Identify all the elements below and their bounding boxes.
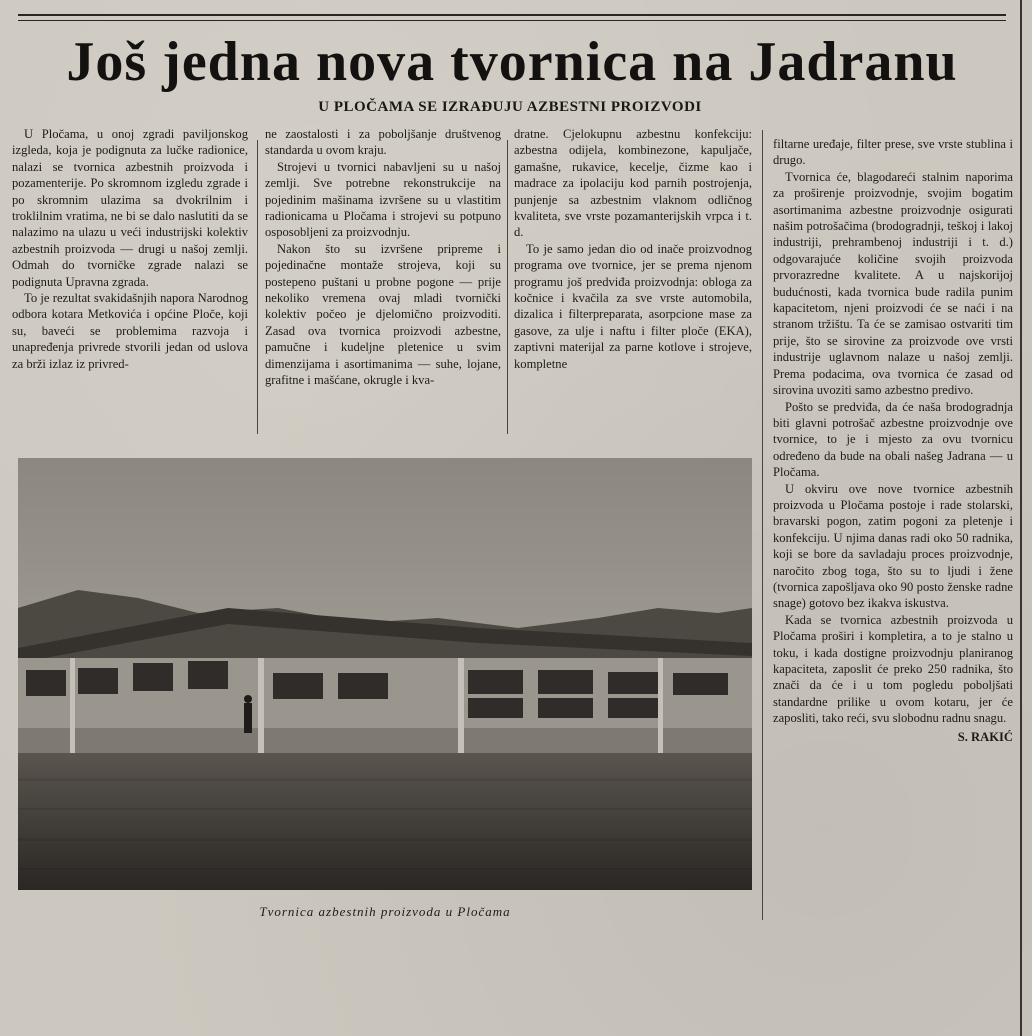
paragraph: Tvornica će, blagodareći stalnim naporima za proširenje proizvodnje, svojim bogatim asortimanima azbestne proizvodnje osigurati našim potrošačima (brodogradnji, teškoj i lakoj industriji, prehrambenoj industriji i t. d.) odgovarajuće količine svojih proizvoda prvorazredne kvalitete. A u najskorijoj budućnosti, kada tvornica bude radila punim kapacitetom, njeni proizvodi će se naći i na stranom tržištu. Ta će se zamisao ostvariti tim prije, što se sirovine za proizvode ove vrsti industrije uglavnom nalaze u našoj zemlji. Prema podacima, ova tvornica će zasad od sirovina uvoziti samo azbestno predivo.: [773, 169, 1013, 398]
paragraph: dratne. Cjelokupnu azbestnu konfekciju: azbestna odijela, kombinezone, kapuljače, gamašne, rukavice, kecelje, čizme kao i madrace za ipolaciju kod parnih postrojenja, punjenje sa azbestnim vlaknom odličnog kvaliteta, sve vrste pozamanterijskih vrpca i t. d.: [514, 127, 752, 240]
photo-caption: Tvornica azbestnih proizvoda u Pločama: [259, 904, 511, 919]
article-column-2: [265, 126, 501, 434]
byline: S. RAKIĆ: [957, 729, 1013, 744]
paragraph: filtarne uređaje, filter prese, sve vrste stublina i drugo.: [773, 137, 1013, 168]
page-edge: [1020, 0, 1022, 1036]
column-divider: [762, 130, 763, 920]
headline: Još jedna nova tvornica na Jadranu: [66, 31, 958, 93]
article-column-1: [12, 126, 248, 434]
paragraph: Nakon što su izvršene pripreme i pojedinačne montaže strojeva, koji su postepeno puštani u probne pogone — prije nekoliko vremena ovaj mladi tvornički kolektiv počeo je djelomično proizvoditi. Zasad ova tvornica proizvodi azbestne, pamučne i kudeljne pletenice u svim dimenzijama i asortimanima — suhe, lojane, grafitne i mašćane, okrugle i kva-: [265, 241, 501, 388]
subheadline: U PLOČAMA SE IZRAĐUJU AZBESTNI PROIZVODI: [318, 99, 702, 115]
paragraph: To je samo jedan dio od inače proizvodnog programa ove tvornice, jer se prema njenom programu još predviđa proizvodnja: obloga za kočnice i kvačila za sve vrste automobila, dizalica i filterpreparata, asorpcione mase za gasove, za ulje i naftu i filter ploče (EKA), zaptivni materijal za parne kotlove i strojeve, kompletne: [514, 241, 752, 371]
article-column-4: [773, 136, 1013, 926]
paragraph: Strojevi u tvornici nabavljeni su u našoj zemlji. Sve potrebne rekonstrukcije na pojedinim mašinama izvršene su u vlastitim radionicama u Pločama i strojevi su potpuno osposobljeni za proizvodnju.: [265, 159, 501, 240]
top-rule: [18, 14, 1006, 16]
article-column-3: [514, 126, 752, 434]
factory-photo: [18, 458, 752, 890]
paragraph: U Pločama, u onoj zgradi paviljonskog izgleda, koja je podignuta za lučke radionice, nalazi se tvornica azbestnih proizvoda i pozamenterije. Po skromnom izgledu zgrade i po skromnim ulazima sa dvokrilnim i troklilnim vratima, ne bi se dalo naslutiti da se nalazimo na ulazu u veći industrijski kolektiv azbestnih proizvoda — drugi u našoj zemlji. Odmah do tvorničke zgrade nalazi se podignuta Upravna zgrada.: [12, 127, 248, 289]
column-divider: [257, 140, 258, 434]
top-rule-thin: [18, 20, 1006, 21]
paragraph: Kada se tvornica azbestnih proizvoda u Pločama proširi i kompletira, a to je stalno u toku, i kada dostigne proizvodnju planiranog kapaciteta, zaposlit će preko 250 radnika, što znači da će i u tom pogledu poboljšati standardne prilike u ovom kotaru, jer će zaposliti, tako reći, svu slobodnu radnu snagu.: [773, 612, 1013, 726]
paragraph: Pošto se predviđa, da će naša brodogradnja biti glavni potrošač azbestne proizvodnje ove tvornice, to je i mjesto za ovu tvornicu određeno da bude na obali našeg Jadrana — u Pločama.: [773, 399, 1013, 480]
paragraph: U okviru ove nove tvornice azbestnih proizvoda u Pločama postoje i rade stolarski, bravarski pogon, zatim pogoni za pletenje i konfekciju. U njima danas radi oko 50 radnika, koji se bore da savladaju proces proizvodnje, naročito zbog toga, što su to ljudi i žene (tvornica zapošljava oko 90 posto ženske radne snage) gotovo bez ikakva iskustva.: [773, 481, 1013, 611]
paragraph: To je rezultat svakidašnjih napora Narodnog odbora kotara Metkovića i općine Ploče, koji su, baveći se problemima razvoja i unapređenja privrede stvorili jedan od uslova za brži izlaz iz privred-: [12, 291, 248, 371]
column-divider: [507, 140, 508, 434]
paragraph: ne zaostalosti i za poboljšanje društvenog standarda u ovom kraju.: [265, 127, 501, 158]
